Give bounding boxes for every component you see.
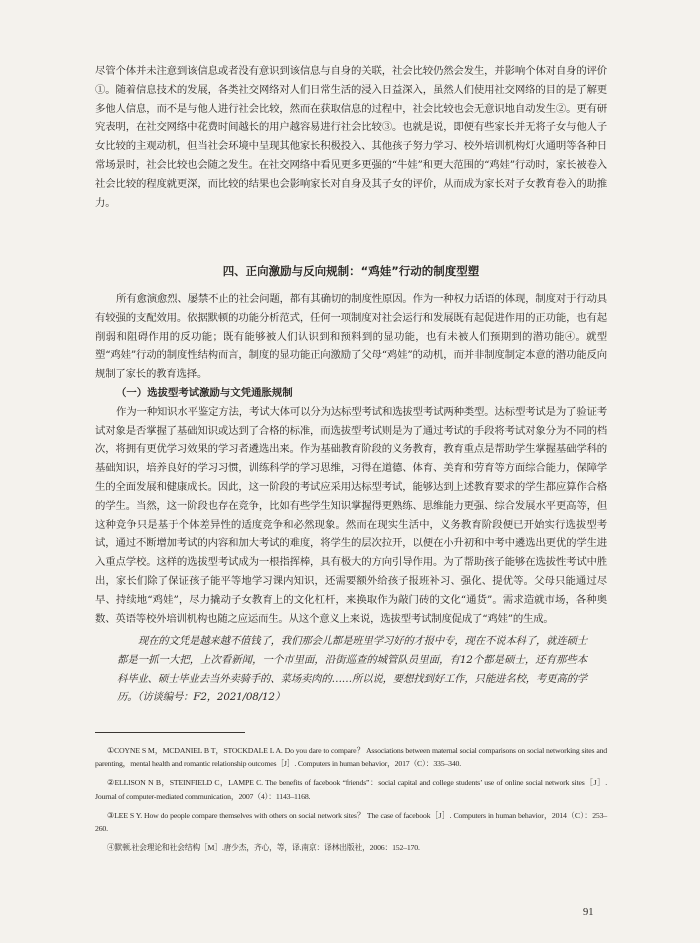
interview-quote [117, 632, 587, 707]
footnotes [95, 744, 607, 860]
footnote-3: ③LEE S Y. How do people compare themselves with others on social network sites？ The case of facebook［J］. Computers in human behavior，2014（C）：253–260. [95, 810, 607, 834]
footnote-2: ②ELLISON N B，STEINFIELD C，LAMPE C. The benefits of facebook “friends”：social capital and college students’ use of online social network sites［J］. Journal of computer-mediated communication，2007（4）：1143–1168. [95, 778, 607, 801]
body-text-section4 [95, 290, 607, 628]
paragraph-exam: 作为一种知识水平鉴定方法，考试大体可以分为达标型考试和选拔型考试两种类型。达标型考试是为了验证考试对象是否掌握了基础知识或达到了合格的标准，而选拔型考试则是为了通过考试的手段将考试对象分为不同的档次，将拥有更优学习效果的学习者遴选出来。作为基础教育阶段的义务教育，教育重点是帮助学生掌握基础学科的基础知识，培养良好的学习习惯，训练科学的学习思维，习得在道德、体育、美育和劳育等方面综合能力，保障学生的全面发展和健康成长。因此，这一阶段的考试应采用达标型考试，能够达到上述教育要求的学生都应算作合格的学生。当然，这一阶段也存在竞争，比如有些学生知识掌握得更熟练、思维能力更强、综合发展水平更高等，但这种竞争只是基于个体差异性的适度竞争和必然现象。然而在现实生活中，义务教育阶段便已开始实行选拔型考试，通过不断增加考试的内容和加大考试的难度，将学生的层次拉开，以便在小升初和中考中遴选出更优的学生进入重点学校。这样的选拔型考试成为一根指挥棒，具有极大的方向引导作用。为了帮助孩子能够在选拔性考试中胜出，家长们除了保证孩子能平等地学习课内知识，还需要额外给孩子报班补习、强化、提优等。父母只能通过尽早、持续地“鸡娃”，尽力撬动子女教育上的文化杠杆，来换取作为敲门砖的文化“通货”。需求造就市场，各种奥数、英语等校外培训机构也随之应运而生。从这个意义上来说，选拔型考试制度促成了“鸡娃”的生成。 [95, 405, 607, 625]
page-number: 91 [583, 907, 594, 918]
body-text-top [95, 62, 607, 212]
section-heading: 四、正向激励与反向规制：“鸡娃”行动的制度型塑 [222, 264, 480, 278]
footnote-4: ④默顿.社会理论和社会结构［M］.唐少杰，齐心，等，译.南京：译林出版社，2006：152–170. [107, 843, 420, 853]
interview-quote-text: 现在的文凭是越来越不值钱了，我们那会儿都是班里学习好的才报中专，现在不说本科了，就连硕士都是一抓一大把，上次看新闻，一个市里面，沿街巡查的城管队员里面，有12个都是硕士，还有那些本科毕业、硕士毕业去当外卖骑手的、菜场卖肉的……所以说，要想找到好工作，只能进名校，考更高的学历。（访谈编号：F2，2021/08/12） [117, 635, 587, 704]
paragraph-social-comparison: 尽管个体并未注意到该信息或者没有意识到该信息与自身的关联，社会比较仍然会发生，并影响个体对自身的评价①。随着信息技术的发展，各类社交网络对人们日常生活的浸入日益深入，虽然人们使用社交网络的目的是了解更多他人信息，而不是与他人进行社会比较，然而在获取信息的过程中，社会比较也会无意识地自动发生②。更有研究表明，在社交网络中花费时间越长的用户越容易进行社会比较③。也就是说，即便有些家长并无将子女与他人子女比较的主观动机，但当社会环境中呈现其他家长积极投入、其他孩子努力学习、校外培训机构灯火通明等各种日常场景时，社会比较也会随之发生。在社交网络中看见更多更强的“牛娃”和更大范围的“鸡娃”行动时，家长被卷入社会比较的程度就更深，而比较的结果也会影响家长对自身及其子女的评价，从而成为家长对子女教育卷入的助推力。 [95, 65, 607, 209]
footnote-1: ①COYNE S M，MCDANIEL B T，STOCKDALE L A. Do you dare to compare？ Associations between maternal social comparisons on social networking sites and parenting，mental health and romantic relationship outcomes［J］. Computers in human behavior，2017（C）：335–340. [95, 746, 607, 769]
paragraph-institution: 所有愈演愈烈、屡禁不止的社会问题，都有其确切的制度性原因。作为一种权力话语的体现，制度对于行动具有较强的支配效用。依据默顿的功能分析范式，任何一项制度对社会运行和发展既有起促进作用的正功能，也有起削弱和阻碍作用的反功能；既有能够被人们认识到和预料到的显功能，也有未被人们预期到的潜功能④。就型塑“鸡娃”行动的制度性结构而言，制度的显功能正向激励了父母“鸡娃”的动机，而并非制度制定本意的潜功能反向规制了家长的教育选择。 [95, 293, 607, 381]
subheading: （一）选拔型考试激励与文凭通胀规制 [116, 386, 293, 399]
footnote-divider [95, 732, 245, 733]
